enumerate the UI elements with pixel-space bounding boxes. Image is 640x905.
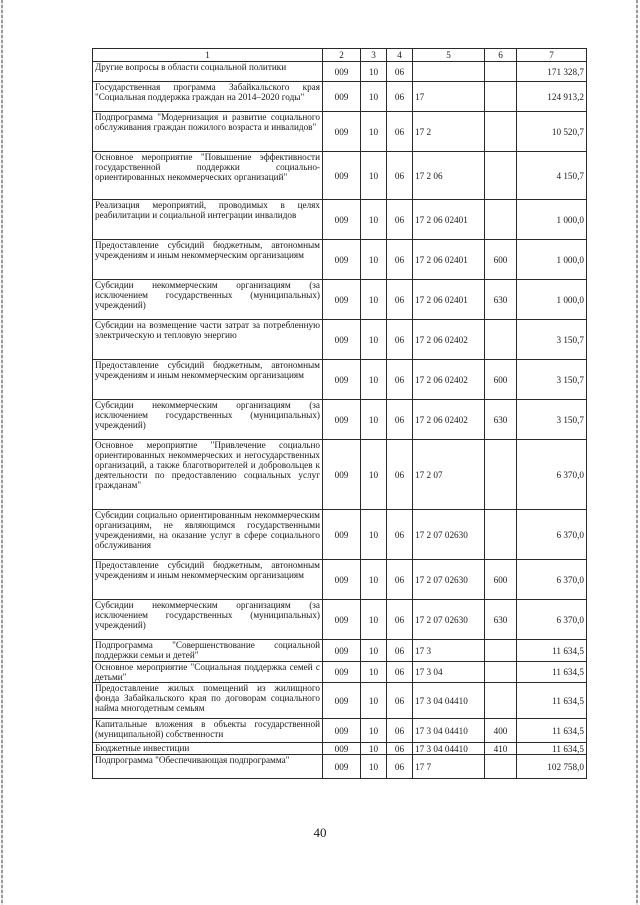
row-amount: 102 758,0 xyxy=(517,755,587,779)
row-expense-type xyxy=(485,662,517,683)
row-subsection: 06 xyxy=(387,112,413,152)
row-name: Другие вопросы в области социальной политики xyxy=(93,62,323,82)
row-expense-type: 400 xyxy=(485,719,517,743)
row-expense-type: 630 xyxy=(485,400,517,440)
page-number: 40 xyxy=(313,825,327,840)
row-target-item: 17 2 06 xyxy=(413,152,485,200)
table-row xyxy=(93,240,587,280)
table-row xyxy=(93,360,587,400)
row-section: 10 xyxy=(361,112,387,152)
row-name: Субсидии некоммерческим организациям (за исключением государственных (муниципальных) учреждений) xyxy=(93,400,323,440)
row-section: 10 xyxy=(361,152,387,200)
row-admin-code: 009 xyxy=(323,560,361,600)
row-target-item: 17 xyxy=(413,82,485,112)
row-amount: 11 634,5 xyxy=(517,683,587,719)
row-amount: 6 370,0 xyxy=(517,510,587,560)
table-row xyxy=(93,82,587,112)
row-admin-code: 009 xyxy=(323,152,361,200)
col-header-2: 2 xyxy=(323,49,361,62)
row-amount: 3 150,7 xyxy=(517,320,587,360)
table-row xyxy=(93,62,587,82)
row-amount: 1 000,0 xyxy=(517,280,587,320)
row-admin-code: 009 xyxy=(323,440,361,510)
row-admin-code: 009 xyxy=(323,320,361,360)
row-target-item: 17 2 07 xyxy=(413,440,485,510)
table-row xyxy=(93,152,587,200)
row-target-item: 17 2 07 02630 xyxy=(413,510,485,560)
row-amount: 11 634,5 xyxy=(517,743,587,755)
row-amount: 11 634,5 xyxy=(517,719,587,743)
row-amount: 124 913,2 xyxy=(517,82,587,112)
row-section: 10 xyxy=(361,320,387,360)
row-section: 10 xyxy=(361,719,387,743)
row-target-item: 17 3 04 04410 xyxy=(413,683,485,719)
row-expense-type xyxy=(485,152,517,200)
row-section: 10 xyxy=(361,510,387,560)
row-expense-type: 600 xyxy=(485,560,517,600)
table-row xyxy=(93,280,587,320)
row-section: 10 xyxy=(361,240,387,280)
col-header-5: 5 xyxy=(413,49,485,62)
row-expense-type: 600 xyxy=(485,360,517,400)
row-amount: 171 328,7 xyxy=(517,62,587,82)
row-expense-type xyxy=(485,683,517,719)
row-expense-type: 410 xyxy=(485,743,517,755)
row-name: Основное мероприятие "Социальная поддержка семей с детьми" xyxy=(93,662,323,683)
row-admin-code: 009 xyxy=(323,280,361,320)
col-header-7: 7 xyxy=(517,49,587,62)
row-subsection: 06 xyxy=(387,280,413,320)
row-admin-code: 009 xyxy=(323,400,361,440)
table-body xyxy=(93,62,587,779)
table-row xyxy=(93,440,587,510)
row-amount: 6 370,0 xyxy=(517,440,587,510)
scan-edge-right xyxy=(636,0,638,905)
row-amount: 3 150,7 xyxy=(517,360,587,400)
row-expense-type xyxy=(485,112,517,152)
row-name: Подпрограмма "Модернизация и развитие социального обслуживания граждан пожилого возраста и инвалидов" xyxy=(93,112,323,152)
col-header-1: 1 xyxy=(93,49,323,62)
table-row xyxy=(93,200,587,240)
row-admin-code: 009 xyxy=(323,743,361,755)
row-subsection: 06 xyxy=(387,743,413,755)
row-section: 10 xyxy=(361,82,387,112)
table-row xyxy=(93,683,587,719)
row-target-item xyxy=(413,62,485,82)
table-row xyxy=(93,662,587,683)
row-amount: 4 150,7 xyxy=(517,152,587,200)
row-amount: 10 520,7 xyxy=(517,112,587,152)
row-section: 10 xyxy=(361,743,387,755)
row-section: 10 xyxy=(361,280,387,320)
row-admin-code: 009 xyxy=(323,510,361,560)
row-section: 10 xyxy=(361,662,387,683)
row-section: 10 xyxy=(361,200,387,240)
row-target-item: 17 2 07 02630 xyxy=(413,600,485,640)
col-header-3: 3 xyxy=(361,49,387,62)
row-target-item: 17 2 06 02401 xyxy=(413,240,485,280)
row-subsection: 06 xyxy=(387,440,413,510)
row-subsection: 06 xyxy=(387,755,413,779)
table-row xyxy=(93,400,587,440)
row-expense-type xyxy=(485,440,517,510)
row-target-item: 17 3 04 xyxy=(413,662,485,683)
row-amount: 6 370,0 xyxy=(517,600,587,640)
row-subsection: 06 xyxy=(387,600,413,640)
row-expense-type xyxy=(485,200,517,240)
table-row xyxy=(93,510,587,560)
row-admin-code: 009 xyxy=(323,62,361,82)
table-row xyxy=(93,719,587,743)
row-subsection: 06 xyxy=(387,82,413,112)
row-name: Государственная программа Забайкальского края "Социальная поддержка граждан на 2014–2020 годы" xyxy=(93,82,323,112)
row-name: Подпрограмма "Обеспечивающая подпрограмма" xyxy=(93,755,323,779)
table-row xyxy=(93,743,587,755)
table-row xyxy=(93,112,587,152)
row-name: Субсидии на возмещение части затрат за потребленную электрическую и тепловую энергию xyxy=(93,320,323,360)
row-name: Предоставление субсидий бюджетным, автономным учреждениям и иным некоммерческим организациям xyxy=(93,240,323,280)
row-section: 10 xyxy=(361,683,387,719)
row-target-item: 17 2 06 02402 xyxy=(413,320,485,360)
table-row xyxy=(93,320,587,360)
row-target-item: 17 3 04 04410 xyxy=(413,743,485,755)
row-section: 10 xyxy=(361,640,387,662)
budget-table xyxy=(92,48,587,779)
row-expense-type xyxy=(485,82,517,112)
row-subsection: 06 xyxy=(387,683,413,719)
row-name: Реализация мероприятий, проводимых в целях реабилитации и социальной интеграции инвалидов xyxy=(93,200,323,240)
row-expense-type xyxy=(485,510,517,560)
row-admin-code: 009 xyxy=(323,719,361,743)
row-admin-code: 009 xyxy=(323,662,361,683)
row-target-item: 17 2 06 02401 xyxy=(413,280,485,320)
row-subsection: 06 xyxy=(387,510,413,560)
row-name: Подпрограмма "Совершенствование социальной поддержки семьи и детей" xyxy=(93,640,323,662)
row-admin-code: 009 xyxy=(323,360,361,400)
row-name: Субсидии некоммерческим организациям (за исключением государственных (муниципальных) учреждений) xyxy=(93,280,323,320)
row-target-item: 17 2 06 02401 xyxy=(413,200,485,240)
row-subsection: 06 xyxy=(387,152,413,200)
row-amount: 3 150,7 xyxy=(517,400,587,440)
row-expense-type xyxy=(485,640,517,662)
row-name: Предоставление субсидий бюджетным, автономным учреждениям и иным некоммерческим организациям xyxy=(93,560,323,600)
header-row xyxy=(93,49,587,62)
row-subsection: 06 xyxy=(387,662,413,683)
row-amount: 6 370,0 xyxy=(517,560,587,600)
row-target-item: 17 2 06 02402 xyxy=(413,360,485,400)
row-subsection: 06 xyxy=(387,240,413,280)
row-subsection: 06 xyxy=(387,200,413,240)
row-expense-type: 600 xyxy=(485,240,517,280)
row-expense-type xyxy=(485,62,517,82)
row-subsection: 06 xyxy=(387,719,413,743)
row-expense-type xyxy=(485,755,517,779)
row-admin-code: 009 xyxy=(323,640,361,662)
row-amount: 11 634,5 xyxy=(517,640,587,662)
row-subsection: 06 xyxy=(387,62,413,82)
row-expense-type xyxy=(485,320,517,360)
row-target-item: 17 2 07 02630 xyxy=(413,560,485,600)
row-name: Субсидии некоммерческим организациям (за исключением государственных (муниципальных) учреждений) xyxy=(93,600,323,640)
row-expense-type: 630 xyxy=(485,600,517,640)
row-name: Предоставление жилых помещений из жилищного фонда Забайкальского края по договорам социального найма многодетным семьям xyxy=(93,683,323,719)
row-admin-code: 009 xyxy=(323,200,361,240)
row-name: Субсидии социально ориентированным некоммерческим организациям, не являющимся государственными учреждениями, на оказание услуг в сфере социального обслуживания xyxy=(93,510,323,560)
col-header-4: 4 xyxy=(387,49,413,62)
row-name: Бюджетные инвестиции xyxy=(93,743,323,755)
row-amount: 1 000,0 xyxy=(517,240,587,280)
row-admin-code: 009 xyxy=(323,240,361,280)
row-section: 10 xyxy=(361,440,387,510)
row-admin-code: 009 xyxy=(323,683,361,719)
row-section: 10 xyxy=(361,400,387,440)
scan-edge-left xyxy=(1,0,3,905)
row-name: Основное мероприятие "Привлечение социально ориентированных некоммерческих и негосударственных организаций, а также благотворителей и добровольцев к деятельности по предоставлению социальных услуг гражданам" xyxy=(93,440,323,510)
table-row xyxy=(93,600,587,640)
row-target-item: 17 2 06 02402 xyxy=(413,400,485,440)
row-target-item: 17 7 xyxy=(413,755,485,779)
row-section: 10 xyxy=(361,360,387,400)
row-target-item: 17 3 xyxy=(413,640,485,662)
row-section: 10 xyxy=(361,600,387,640)
row-section: 10 xyxy=(361,62,387,82)
table-row xyxy=(93,560,587,600)
row-amount: 11 634,5 xyxy=(517,662,587,683)
row-section: 10 xyxy=(361,755,387,779)
row-target-item: 17 3 04 04410 xyxy=(413,719,485,743)
row-subsection: 06 xyxy=(387,360,413,400)
row-name: Предоставление субсидий бюджетным, автономным учреждениям и иным некоммерческим организациям xyxy=(93,360,323,400)
col-header-6: 6 xyxy=(485,49,517,62)
row-subsection: 06 xyxy=(387,560,413,600)
row-admin-code: 009 xyxy=(323,112,361,152)
row-admin-code: 009 xyxy=(323,755,361,779)
row-admin-code: 009 xyxy=(323,82,361,112)
row-admin-code: 009 xyxy=(323,600,361,640)
row-amount: 1 000,0 xyxy=(517,200,587,240)
table-row xyxy=(93,755,587,779)
row-target-item: 17 2 xyxy=(413,112,485,152)
row-subsection: 06 xyxy=(387,640,413,662)
row-name: Капитальные вложения в объекты государственной (муниципальной) собственности xyxy=(93,719,323,743)
row-subsection: 06 xyxy=(387,320,413,360)
table-row xyxy=(93,640,587,662)
row-subsection: 06 xyxy=(387,400,413,440)
row-name: Основное мероприятие "Повышение эффективности государственной поддержки социально-ориентированных некоммерческих организаций" xyxy=(93,152,323,200)
row-expense-type: 630 xyxy=(485,280,517,320)
row-section: 10 xyxy=(361,560,387,600)
